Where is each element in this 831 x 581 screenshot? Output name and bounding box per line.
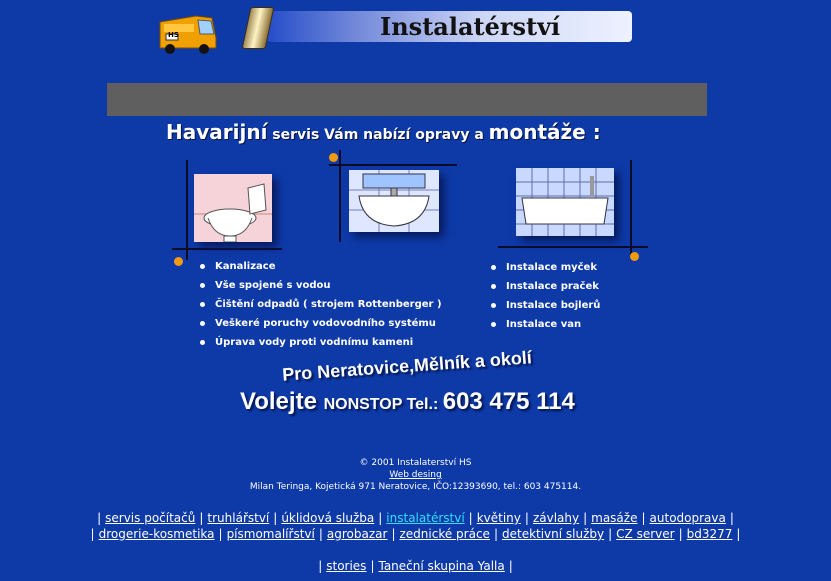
link-drogerie-kosmetika[interactable]: drogerie-kosmetika bbox=[98, 527, 215, 541]
link-zavlahy[interactable]: závlahy bbox=[532, 511, 580, 525]
promo-nonstop: NONSTOP bbox=[323, 396, 403, 413]
link-bd3277[interactable]: bd3277 bbox=[686, 527, 733, 541]
bathtub-icon bbox=[516, 168, 614, 236]
promo-region: Pro Neratovice,Mělník a okolí bbox=[281, 347, 533, 385]
page-title: Instalatérství bbox=[380, 12, 561, 41]
van-logo bbox=[156, 8, 218, 56]
headline-part2: servis Vám nabízí opravy a bbox=[267, 127, 489, 143]
orange-dot-icon bbox=[630, 252, 639, 261]
link-agrobazar[interactable]: agrobazar bbox=[326, 527, 388, 541]
list-item: Instalace bojlerů bbox=[491, 296, 600, 315]
link-instalaterstvi[interactable]: instalatérství bbox=[386, 511, 465, 525]
link-stories[interactable]: stories bbox=[326, 559, 367, 573]
toilet-image bbox=[172, 160, 292, 270]
list-item: Čištění odpadů ( strojem Rottenberger ) bbox=[200, 295, 442, 314]
title-banner bbox=[244, 9, 632, 45]
headline-part3: montáže : bbox=[488, 120, 601, 144]
list-item: Vše spojené s vodou bbox=[200, 276, 442, 295]
link-tanecni-skupina-yalla[interactable]: Taneční skupina Yalla bbox=[378, 559, 505, 573]
link-detektivni-sluzby[interactable]: detektivní služby bbox=[501, 527, 605, 541]
gray-bar bbox=[107, 83, 707, 116]
promo-tel: Tel.: bbox=[402, 396, 443, 413]
links-row-1: | servis počítačů | truhlářství | úklidová služba | instalatérství | květiny | závlahy | masáže | autodoprava | bbox=[97, 511, 734, 525]
links-row-2: | drogerie-kosmetika | písmomalířství | agrobazar | zednické práce | detektivní služby | CZ server | bd3277 | bbox=[90, 527, 741, 541]
link-cz-server[interactable]: CZ server bbox=[616, 527, 675, 541]
contact-info: Milan Teringa, Kojetická 971 Neratovice, IČO:12393690, tel.: 603 475114. bbox=[249, 482, 582, 492]
links-row-3: | stories | Taneční skupina Yalla | bbox=[318, 559, 513, 573]
link-truhlarstvi[interactable]: truhlářství bbox=[207, 511, 270, 525]
list-item: Veškeré poruchy vodovodního systému bbox=[200, 314, 442, 333]
orange-dot-icon bbox=[329, 153, 338, 162]
orange-dot-icon bbox=[174, 257, 183, 266]
bathtub-image bbox=[498, 160, 658, 270]
sink-image bbox=[325, 150, 465, 250]
services-left-list bbox=[200, 257, 442, 352]
services-right-list bbox=[491, 258, 600, 334]
link-servis-pocitacu[interactable]: servis počítačů bbox=[105, 511, 196, 525]
link-zednicke-prace[interactable]: zednické práce bbox=[399, 527, 490, 541]
list-item: Kanalizace bbox=[200, 257, 442, 276]
list-item: Instalace van bbox=[491, 315, 600, 334]
van-label: HS bbox=[168, 31, 179, 39]
link-masaze[interactable]: masáže bbox=[591, 511, 638, 525]
promo-phone bbox=[240, 388, 575, 416]
link-autodoprava[interactable]: autodoprava bbox=[649, 511, 726, 525]
pipe-icon bbox=[242, 7, 275, 49]
link-pismomalirstvi[interactable]: písmomalířství bbox=[226, 527, 315, 541]
list-item: Úprava vody proti vodnímu kameni bbox=[200, 333, 442, 352]
link-uklidova-sluzba[interactable]: úklidová služba bbox=[281, 511, 375, 525]
phone-number: 603 475 114 bbox=[442, 388, 575, 415]
copyright: © 2001 Instalaterství HS bbox=[359, 458, 472, 468]
headline bbox=[166, 120, 601, 144]
webdesign-line bbox=[0, 470, 831, 480]
list-item: Instalace praček bbox=[491, 277, 600, 296]
link-kvetiny[interactable]: květiny bbox=[476, 511, 521, 525]
list-item: Instalace myček bbox=[491, 258, 600, 277]
promo-call: Volejte bbox=[240, 388, 324, 415]
sink-icon bbox=[349, 170, 439, 232]
toilet-icon bbox=[194, 174, 272, 242]
headline-part1: Havarijní bbox=[166, 120, 268, 144]
webdesign-link[interactable]: Web desing bbox=[389, 470, 442, 480]
